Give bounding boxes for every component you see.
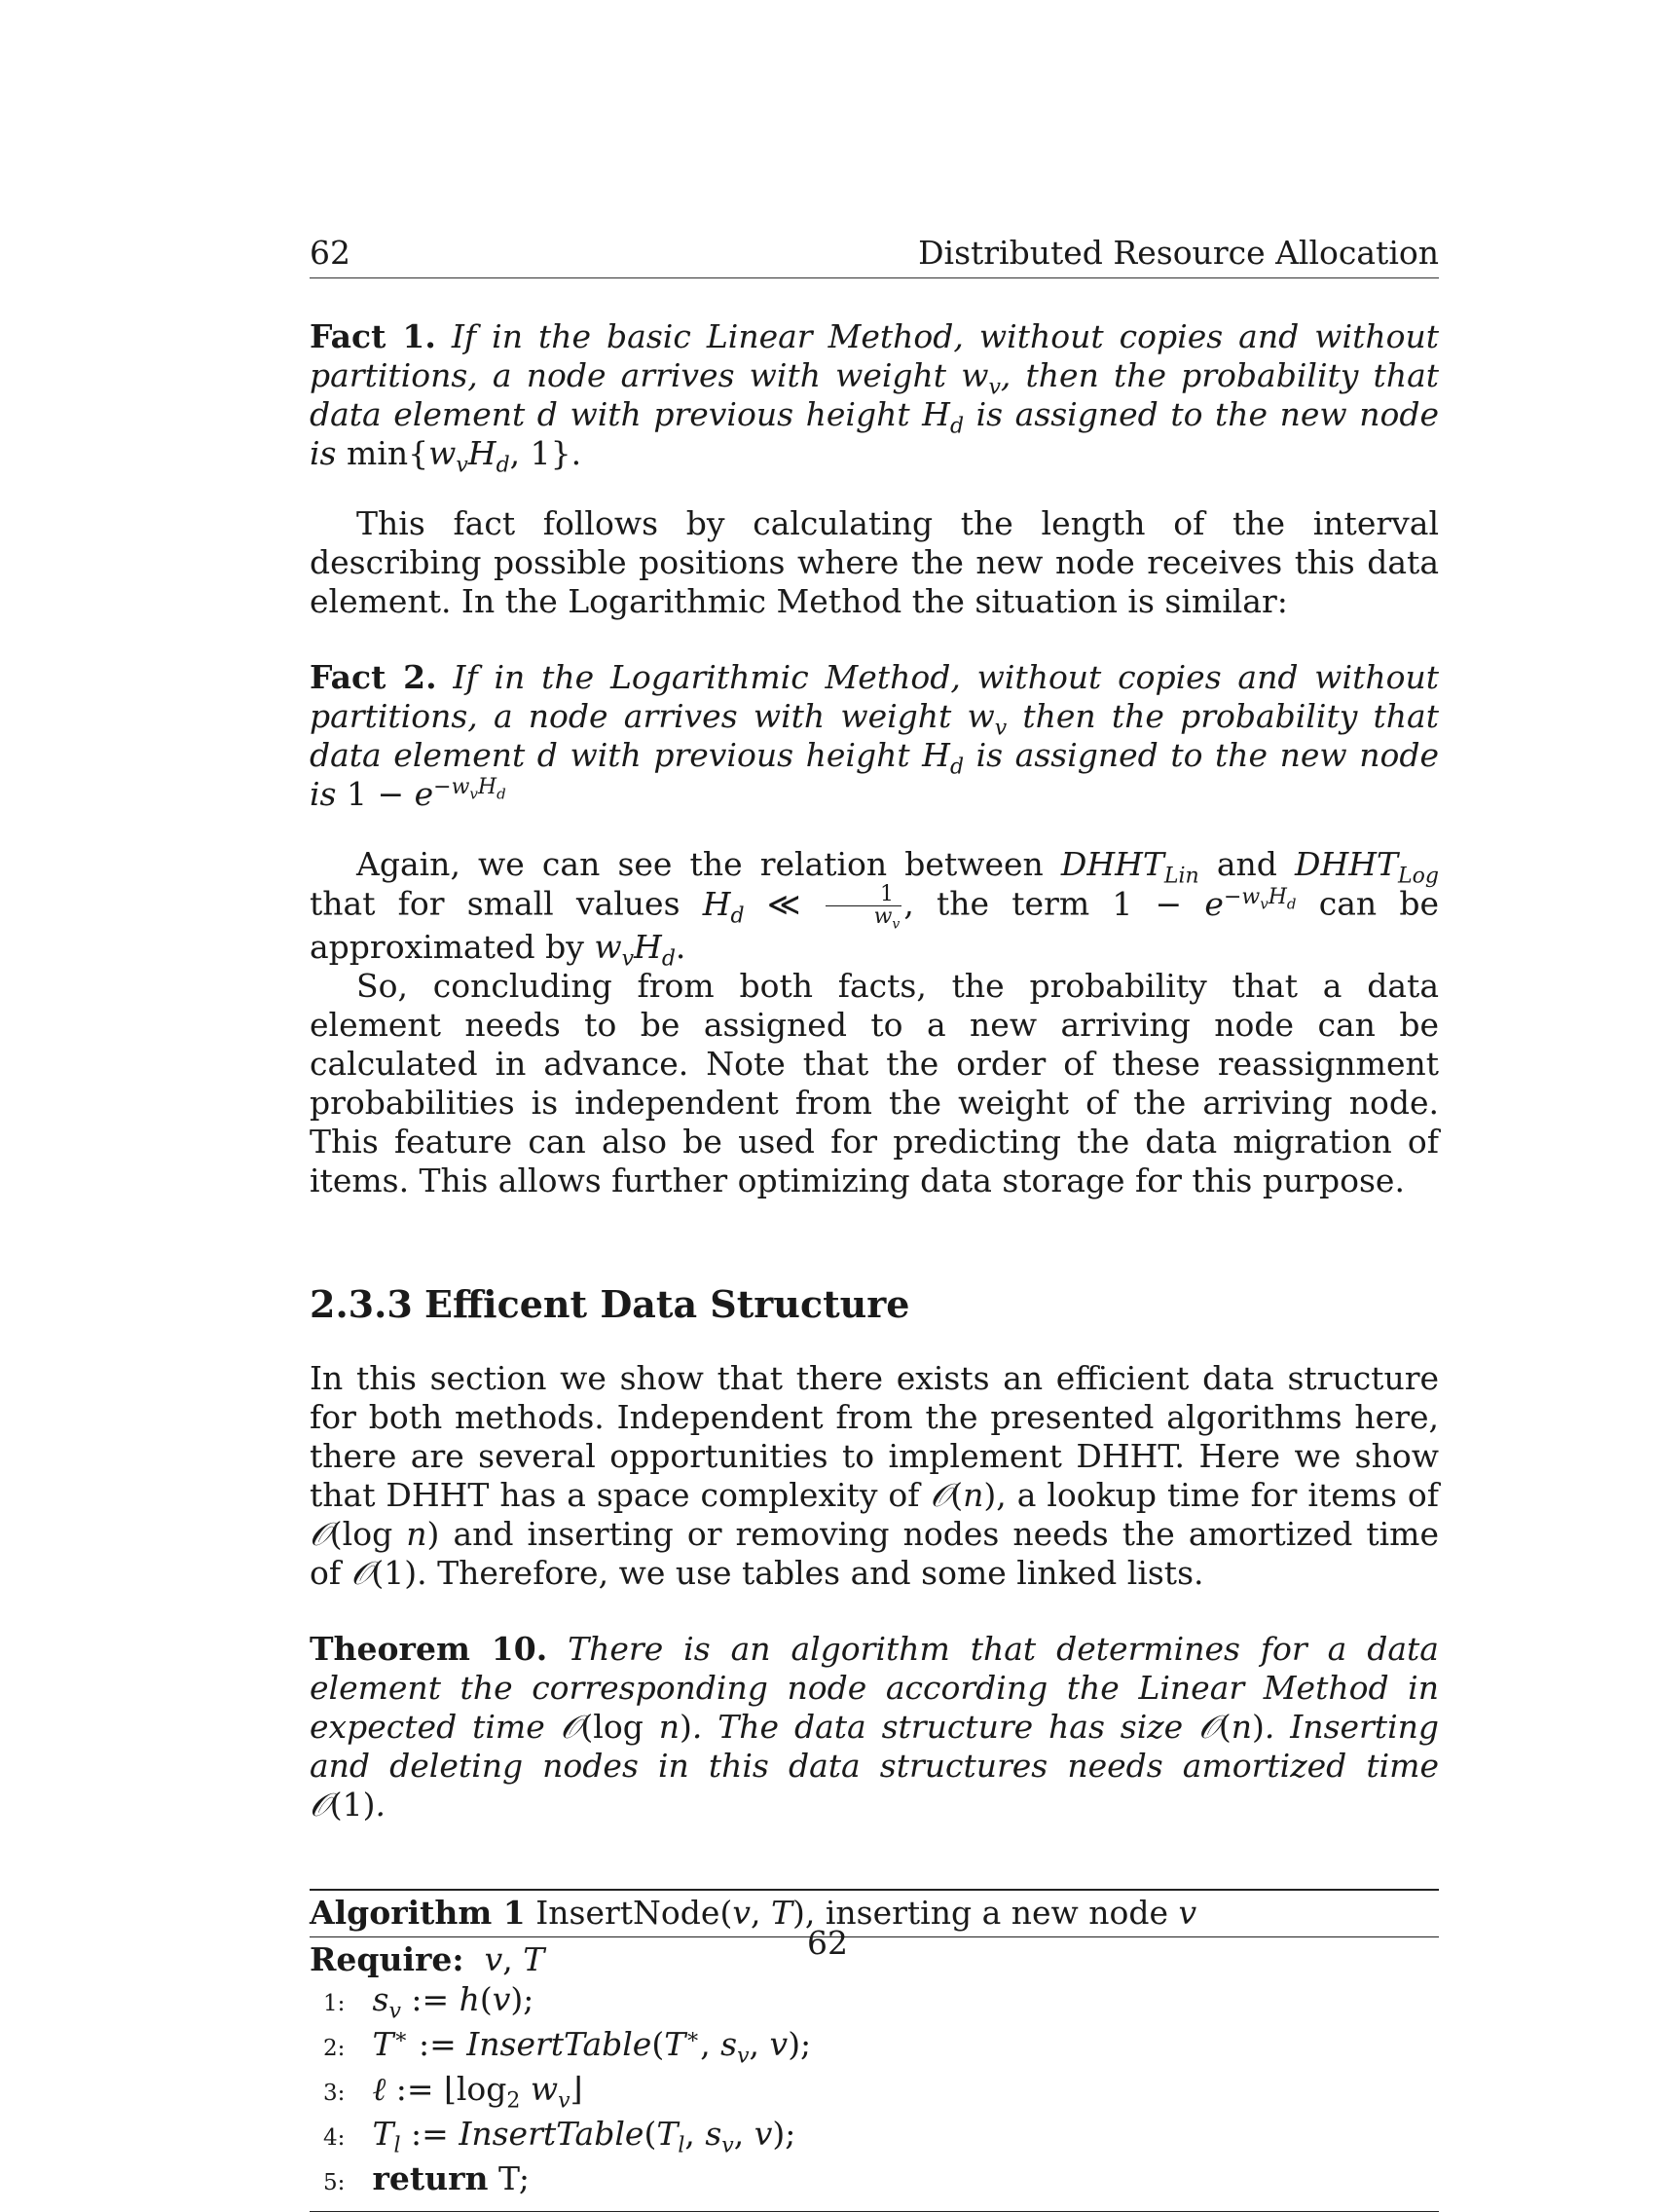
algorithm-name: InsertNode (535, 1894, 720, 1932)
algorithm-label: Algorithm 1 (310, 1894, 526, 1932)
line-number: 4: (323, 2125, 346, 2151)
line-number: 1: (323, 1991, 346, 2016)
fact-1-label: Fact 1. (310, 317, 436, 355)
return-value: T; (498, 2159, 530, 2197)
fact-2: Fact 2. If in the Logarithmic Method, without copies and without partitions, a node arrives with weight $w_v$ then the probability that data element d with previous height $H_d$ is assigned to the new node is $1 - e^{-w_vH_d}$ (310, 658, 1439, 813)
header-page-number: 62 (310, 234, 350, 272)
running-header (310, 234, 1439, 278)
page (310, 234, 1439, 2212)
fact-1-text-b: , then the probability that data element d with previous height (310, 356, 1440, 433)
paragraph-relation: Again, we can see the relation between $DHHT_{Lin}$ and $DHHT_{Log}$ that for small values $H_d$ ≪ $\frac{1}{w_v}$ , the term $1 - e^{-w_vH_d}$ can be approximated by $w_vH_d$. (310, 845, 1439, 972)
section-heading (310, 1282, 1439, 1326)
algorithm-body (310, 1937, 1439, 2212)
theorem-label: Theorem 10. (310, 1630, 548, 1668)
section-title: Efficent Data Structure (424, 1282, 910, 1326)
ds-text-a: In this section we show that there exists an efficient data structure for both methods. Independent from the presented algorithms here, there are several opportunities to implement DHHT. Here we show that DHHT has a space complexity of (310, 1359, 1439, 1514)
header-running-title: Distributed Resource Allocation (918, 234, 1439, 272)
line-number: 2: (323, 2036, 346, 2061)
relation-text-e: can be approximated by (310, 884, 1439, 966)
paragraph-data-structure: In this section we show that there exists an efficient data structure for both methods. Independent from the presented algorithms here, there are several opportunities to implement DHHT. Here we show that DHHT has a space complexity of 𝒪(n), a lookup time for items of 𝒪(log n) and inserting or removing nodes needs the amortized time of 𝒪(1). Therefore, we use tables and some linked lists. (310, 1359, 1439, 1592)
ds-text-b: , a lookup time for items of (996, 1476, 1439, 1514)
algorithm-line: 1: $s_v$ := h(v); (310, 1979, 1439, 2024)
paragraph-fact-explanation: This fact follows by calculating the length of the interval describing possible positions where the new node receives this data element. In the Logarithmic Method the situation is similar: (310, 504, 1439, 620)
ds-text-c: and inserting or removing nodes needs the amortized time of (310, 1515, 1439, 1592)
section-number: 2.3.3 (310, 1282, 413, 1326)
theorem-text-a: There is an algorithm that determines for a data element the corresponding node according the Linear Method in expected time (310, 1630, 1439, 1746)
ds-text-d: . Therefore, we use tables and some linked lists. (417, 1554, 1204, 1592)
relation-text-d: , the term (903, 884, 1113, 923)
fact-2-text-a: If in the Logarithmic Method, without copies and without partitions, a node arrives with weight (310, 658, 1439, 735)
relation-text-c: that for small values (310, 884, 703, 923)
paragraph-conclusion: So, concluding from both facts, the probability that a data element needs to be assigned to a new arriving node can be calculated in advance. Note that the order of these reassignment probabilities is independent from the weight of the arriving node. This feature can also be used for predicting the data migration of items. This allows further optimizing data storage for this purpose. (310, 967, 1439, 1199)
fact-2-label: Fact 2. (310, 658, 437, 696)
fact-1-text-a: If in the basic Linear Method, without copies and without partitions, a node arrives with weight (310, 317, 1439, 394)
algorithm-caption-text: , inserting a new node (804, 1894, 1179, 1932)
algorithm-line: 3: ℓ := $⌊\log_2$ $w_v⌋$ (310, 2069, 1439, 2114)
relation-text-a: Again, we can see the relation between (356, 845, 1061, 883)
theorem-text-d: . (375, 1786, 386, 1824)
relation-text-b: and (1198, 845, 1296, 883)
line-number: 3: (323, 2081, 346, 2106)
fact-2-text-b: then the probability that data element d with previous height (310, 697, 1439, 774)
return-keyword: return (372, 2159, 489, 2197)
fact-2-text-c: is assigned to the new node is (310, 736, 1439, 813)
theorem-text-c: . Inserting and deleting nodes in this data structures needs amortized time (310, 1708, 1439, 1785)
algorithm-require: Require: v, T (310, 1940, 545, 1978)
fact-1-text-c: is assigned to the new node is (310, 395, 1439, 472)
algorithm-line (310, 2158, 1439, 2203)
require-label: Require: (310, 1940, 464, 1978)
algorithm-line: 4: $T_l$ := $InsertTable(T_l$, $s_v$, v); (310, 2114, 1439, 2158)
theorem-10: Theorem 10. There is an algorithm that determines for a data element the corresponding node according the Linear Method in expected time 𝒪(log n). The data structure has size 𝒪(n). Inserting and deleting nodes in this data structures needs amortized time 𝒪(1). (310, 1630, 1439, 1824)
line-number: 5: (323, 2170, 346, 2195)
footer-page-number: 62 (807, 1924, 848, 1962)
algorithm-caption: Algorithm 1 InsertNode(v, T), inserting a new node v (310, 1889, 1439, 1937)
fact-1: Fact 1. If in the basic Linear Method, without copies and without partitions, a node arrives with weight $w_v$, then the probability that data element d with previous height $H_d$ is assigned to the new node is $\min\{w_vH_d$, 1}. (310, 317, 1440, 478)
theorem-text-b: . The data structure has size (691, 1708, 1199, 1746)
algorithm-line: 2: T∗ := InsertTable(T∗, $s_v$, v); (310, 2024, 1439, 2069)
